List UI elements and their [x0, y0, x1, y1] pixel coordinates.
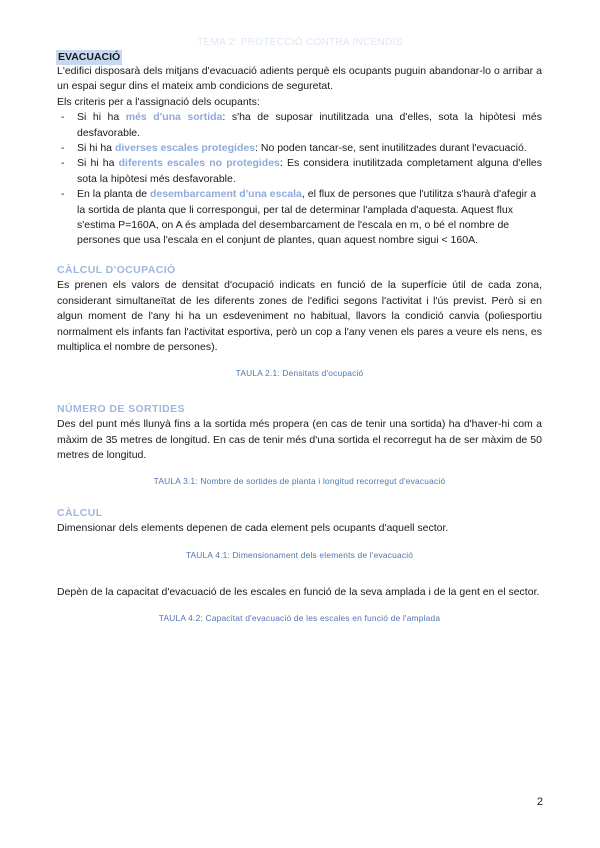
- page-content: [57, 50, 542, 627]
- calcul-text: Dimensionar dels elements depenen de cada element pels ocupants d'aquell sector.: [57, 522, 449, 535]
- criteria-highlight: diferents escales no protegides: [118, 157, 280, 170]
- page-number: 2: [536, 796, 543, 808]
- page-header: TEMA 2: PROTECCIÓ CONTRA INCENDIS: [197, 37, 403, 48]
- numero-sortides-text: Des del punt més llunyà fins a la sortida més propera (en cas de tenir una sortida) ha d'haver-hi com a màxim de 35 metres de longitud. En cas de tenir més d'una sortida el recorregut ha de ser màxim de 50 metres de longitud.: [57, 418, 542, 461]
- table-caption: TAULA 4.2: Capacitat d'evacuació de les escales en funció de l'amplada: [158, 613, 441, 624]
- section-title-calcul-ocupacio: CÀLCUL D'OCUPACIÓ: [57, 263, 176, 276]
- calcul-text-2: Depèn de la capacitat d'evacuació de les escales en funció de la seva amplada i de la gent en el sector.: [57, 585, 540, 598]
- criteria-item: - En la planta de desembarcament d'una escala, el flux de persones que l'utilitza s'haurà d'afegir a la sortida de planta que li correspongui, per tal de determinar l'amplada d'aquesta. Aquest flux s'estima P=160A, on A és amplada del desembarcament de l'escala en m, o bé el nombre de persones que usa l'escala en el conjunt de plantes, quan aquest nombre sigui < 160A.: [61, 188, 537, 247]
- criteria-item: - Si hi ha diverses escales protegides: No poden tancar-se, sent inutilitzades durant l'evacuació.: [61, 142, 527, 155]
- criteria-highlight: diverses escales protegides: [114, 142, 256, 155]
- table-caption: TAULA 3.1: Nombre de sortides de planta i longitud recorregut d'evacuació: [153, 476, 446, 487]
- criteria-highlight: més d'una sortida: [125, 111, 223, 124]
- section-title-calcul: CÀLCUL: [57, 506, 103, 519]
- table-caption: TAULA 4.1: Dimensionament dels elements de l'evacuació: [185, 549, 414, 560]
- criteria-item: - Si hi ha més d'una sortida: s'ha de suposar inutilitzada una d'elles, sota la hipòtesi més desfavorable.: [61, 111, 542, 139]
- criteria-item: - Si hi ha diferents escales no protegides: Es considera inutilitzada completament alguna d'elles sota la hipòtesi més desfavorable.: [61, 157, 542, 185]
- table-caption: TAULA 2.1: Densitats d'ocupació: [235, 368, 364, 379]
- criteris-intro: Els criteris per a l'assignació dels ocupants:: [57, 95, 260, 108]
- evacuacio-intro: L'edifici disposarà dels mitjans d'evacuació adients perquè els ocupants puguin abandonar-lo o arribar a un espai segur dins el mateix amb condicions de seguretat.: [57, 65, 542, 93]
- criteria-highlight: desembarcament d'una escala: [149, 188, 302, 201]
- section-title-evacuacio: EVACUACIÓ: [56, 50, 122, 65]
- criteria-list: [57, 110, 542, 249]
- section-title-numero-sortides: NÚMERO DE SORTIDES: [57, 402, 185, 415]
- calcul-ocupacio-text: Es prenen els valors de densitat d'ocupació indicats en funció de la superfície útil de cada zona, considerant simultaneïtat de les diferents zones de l'edifici segons l'activitat i l'ús previst. Però si en algun moment de l'any hi ha un esdeveniment no habitual, llavors la condició canvia (poliesportiu normalment els infants fan l'activitat esportiva, però un cop a l'any venen els pares a veure els nens, es multiplica el nombre de persones).: [57, 279, 542, 353]
